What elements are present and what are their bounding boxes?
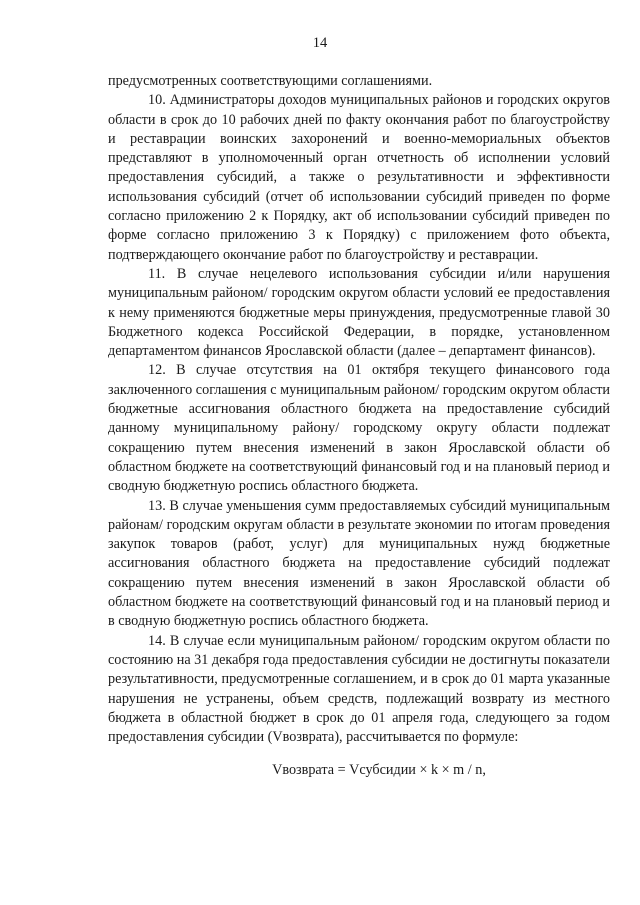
paragraph-13: 13. В случае уменьшения сумм предоставляемых субсидий муниципальным районам/ городским округам области в результате экономии по итогам проведения закупок товаров (работ, услуг) для муниципальных нужд бюджетные ассигнования областного бюджета на предоставление субсидий подлежат сокращению путем внесения изменений в закон Ярославской области об областном бюджете на соответствующий финансовый год и на плановый период и в сводную бюджетную роспись областного бюджета. — [108, 497, 610, 630]
paragraph-10: 10. Администраторы доходов муниципальных районов и городских округов области в срок до 10 рабочих дней по факту окончания работ по благоустройству и реставрации воинских захоронений и военно-мемориальных объектов представляют в уполномоченный орган отчетность об исполнении условий предоставления субсидий, а также о результативности и эффективности использования субсидий (отчет об использовании субсидий приведен по форме согласно приложению 2 к Порядку, акт об использовании субсидий приведен по форме согласно приложению 3 к Порядку) с приложением фото объекта, подтверждающего окончание работ по благоустройству и реставрации. — [108, 92, 610, 263]
refund-formula: Vвозврата = Vсубсидии × k × m / n, — [272, 762, 486, 779]
page-number: 14 — [312, 35, 328, 51]
paragraph-continuation: предусмотренных соответствующими соглашениями. — [108, 73, 433, 89]
paragraph-11: 11. В случае нецелевого использования субсидии и/или нарушения муниципальным районом/ городским округом области условий ее предоставления к нему применяются бюджетные меры принуждения, предусмотренные главой 30 Бюджетного кодекса Российской Федерации, в порядке, установленном департаментом финансов Ярославской области (далее – департамент финансов). — [108, 265, 610, 360]
paragraph-14: 14. В случае если муниципальным районом/ городским округом области по состоянию на 31 декабря года предоставления субсидии не достигнуты показатели результативности, предусмотренные соглашением, и в срок до 01 марта указанные нарушения не устранены, объем средств, подлежащий возврату из местного бюджета в областной бюджет в срок до 01 апреля года, следующего за годом предоставления субсидии (Vвозврата), рассчитывается по формуле: — [108, 632, 610, 746]
document-body — [108, 72, 610, 781]
paragraph-12: 12. В случае отсутствия на 01 октября текущего финансового года заключенного соглашения с муниципальным районом/ городским округом области бюджетные ассигнования областного бюджета на предоставление субсидий данному муниципальному району/ городскому округу области подлежат сокращению путем внесения изменений в закон Ярославской области об областном бюджете на соответствующий финансовый год и на плановый период и сводную бюджетную роспись областного бюджета. — [108, 362, 610, 495]
